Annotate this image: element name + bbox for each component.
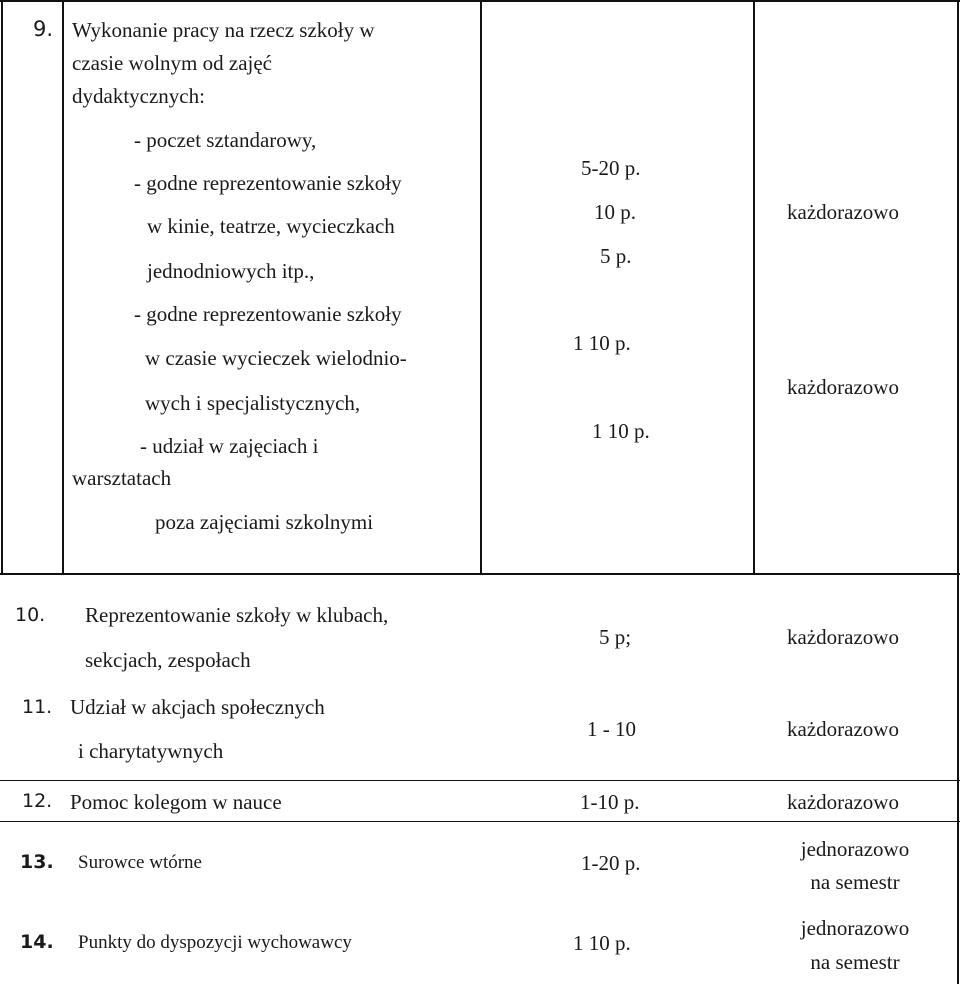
row-14-title: Punkty do dyspozycji wychowawcy [78, 932, 352, 953]
row-9-frequency-1: każdorazowo [787, 200, 899, 224]
row-13-frequency-line-1: jednorazowo [800, 837, 910, 861]
table-border-right [957, 0, 959, 984]
row-9-item-8: - udział w zajęciach i [140, 434, 319, 458]
row-9-item-6: w czasie wycieczek wielodnio- [145, 346, 407, 370]
row-13-number: 13. [20, 851, 54, 873]
row-10-points: 5 p; [599, 625, 632, 649]
row-9-points-5: 1 10 p. [592, 419, 650, 443]
row-9-points-4: 1 10 p. [573, 331, 631, 355]
row-9-points-3: 5 p. [600, 244, 632, 268]
row-12-points: 1-10 p. [580, 790, 640, 814]
row-9-frequency-2: każdorazowo [787, 375, 899, 399]
row-10-title-line-2: sekcjach, zespołach [85, 648, 251, 672]
row-11-title-line-2: i charytatywnych [78, 739, 224, 763]
row-9-number: 9. [33, 17, 54, 41]
row-14-points: 1 10 p. [573, 931, 631, 955]
row-9-item-5: - godne reprezentowanie szkoły [134, 302, 402, 326]
row-11-title-line-1: Udział w akcjach społecznych [70, 695, 325, 719]
table-divider-desc-row9 [480, 0, 482, 574]
row-11-points: 1 - 10 [587, 717, 636, 741]
row-10-number: 10. [15, 604, 46, 626]
row-separator-11-12 [0, 780, 960, 781]
row-12-title: Pomoc kolegom w nauce [70, 790, 282, 814]
row-separator-12-13 [0, 821, 960, 822]
row-separator-9 [0, 573, 960, 575]
row-11-frequency: każdorazowo [787, 717, 899, 741]
row-13-points: 1-20 p. [581, 851, 641, 875]
row-13-title: Surowce wtórne [78, 852, 202, 873]
row-9-item-9: warsztatach [72, 466, 172, 490]
row-10-title-line-1: Reprezentowanie szkoły w klubach, [85, 603, 389, 627]
row-10-frequency: każdorazowo [787, 625, 899, 649]
row-9-points-1: 5-20 p. [581, 156, 641, 180]
row-9-item-7: wych i specjalistycznych, [145, 391, 361, 415]
row-9-item-4: jednodniowych itp., [147, 259, 315, 283]
row-14-frequency-line-1: jednorazowo [800, 916, 910, 940]
row-14-frequency-line-2: na semestr [810, 950, 900, 974]
table-divider-num-row9 [62, 0, 64, 574]
table-divider-points-row9 [753, 0, 755, 574]
row-9-item-3: w kinie, teatrze, wycieczkach [147, 214, 395, 238]
row-12-number: 12. [22, 790, 53, 812]
row-9-item-10: poza zajęciami szkolnymi [155, 510, 374, 534]
row-9-points-2: 10 p. [594, 200, 636, 224]
row-9-title-line-3: dydaktycznych: [72, 84, 205, 108]
table-border-left-row9 [1, 0, 3, 574]
row-12-frequency: każdorazowo [787, 790, 899, 814]
row-9-item-1: - poczet sztandarowy, [134, 128, 317, 152]
row-11-number: 11. [22, 696, 53, 718]
row-9-title-line-1: Wykonanie pracy na rzecz szkoły w [72, 18, 375, 42]
row-9-item-2: - godne reprezentowanie szkoły [134, 171, 402, 195]
row-14-number: 14. [20, 931, 54, 953]
row-9-title-line-2: czasie wolnym od zajęć [72, 51, 272, 75]
row-13-frequency-line-2: na semestr [810, 870, 900, 894]
